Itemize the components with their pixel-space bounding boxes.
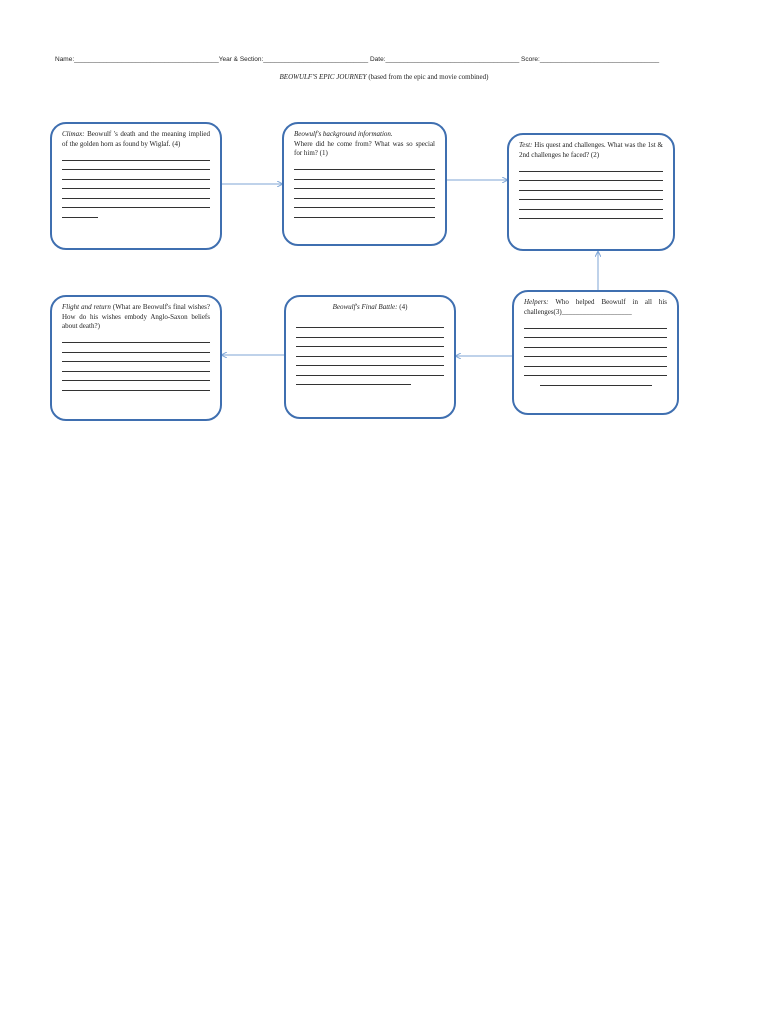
final-battle-box <box>284 295 456 419</box>
test-answer-lines[interactable] <box>519 162 663 219</box>
flight-prompt <box>62 303 210 332</box>
background-prompt <box>294 130 435 159</box>
test-prompt <box>519 141 663 160</box>
helpers-prompt <box>524 298 667 317</box>
student-info-line: Name:________________________________________Year & Section:_____________________________ Date:_____________________________________ Score:_________________________________ <box>55 56 660 63</box>
flight-label: Flight and return <box>62 303 111 311</box>
background-text: Where did he come from? What was so special for him? (1) <box>294 139 435 157</box>
battle-prompt <box>296 303 444 313</box>
background-box <box>282 122 447 246</box>
title-main: BEOWULF'S EPIC JOURNEY <box>279 73 367 81</box>
climax-text: Beowulf 's death and the meaning implied of the golden horn as found by Wiglaf. (4) <box>62 130 210 148</box>
climax-prompt <box>62 130 210 149</box>
flight-return-box <box>50 295 222 421</box>
battle-label: Beowulf's Final Battle: <box>332 303 398 311</box>
title-sub: (based from the epic and movie combined) <box>368 73 489 81</box>
battle-text: (4) <box>399 303 408 311</box>
helpers-text: Who helped Beowulf in all his challenges(3)____________________ <box>524 298 668 316</box>
test-label: Test: <box>519 141 533 149</box>
climax-answer-lines[interactable] <box>62 151 210 218</box>
helpers-box <box>512 290 679 415</box>
worksheet-title <box>0 73 768 81</box>
helpers-label: Helpers: <box>524 298 549 306</box>
flight-answer-lines[interactable] <box>62 334 210 391</box>
battle-answer-lines[interactable] <box>296 319 444 386</box>
background-answer-lines[interactable] <box>294 161 435 218</box>
test-box <box>507 133 675 251</box>
climax-label: Climax: <box>62 130 85 138</box>
test-text: His quest and challenges. What was the 1st & 2nd challenges he faced? (2) <box>519 141 664 159</box>
helpers-answer-lines[interactable] <box>524 319 667 386</box>
flight-text: (What are Beowulf's final wishes? How do his wishes embody Anglo-Saxon beliefs about death?) <box>62 303 211 330</box>
background-label: Beowulf's background information. <box>294 130 393 138</box>
climax-box <box>50 122 222 250</box>
